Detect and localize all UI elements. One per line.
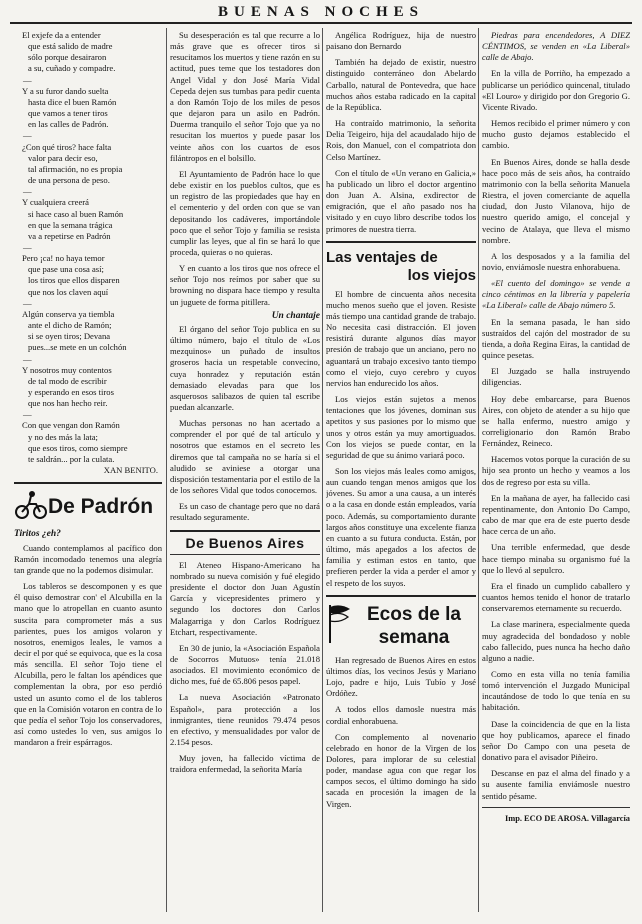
subhead: Un chantaje [271,310,320,321]
poem-line: a su, cuñado y compadre. [28,63,116,74]
imprint: Imp. ECO DE AROSA. Villagarcía [504,813,630,823]
poem-line: que nos han hecho reir. [28,398,108,409]
column-4 [482,30,630,918]
article-body [326,30,476,235]
paragraph: «El cuento del domingo» se vende a cinco céntimos en la librería y papelería «La Liberal» calle de Abajo número 5. [482,278,630,311]
section-divider [170,530,320,532]
flag-icon [326,603,352,648]
poem-line: y no des más la lata; [28,431,98,442]
poem-line: Y nosotros muy contentos [22,364,112,375]
paragraph: Los tableros se descomponen y es que él quiso demostrar con' el Alcubilla en la mano que lo atropellan en cuanto asunto suscita para comprometer más a sus parientes, pues los amigos volaron y nosotros, enemigos leales, le vamos a decir el por qué se equivoca, que es la cosa más sencilla. El señor Tojo tiene el Alcubilla, pero le faltan los apéndices que complementan la obra, por eso perdió usted un asunto como el de los tableros que en la Comisión votaron en contra de lo que pedía el señor Tojo los conservadores, así como ustedes lo ven, sus amigos lo mandaron a freir espárragos. [14,581,162,748]
poem-line: ante el dicho de Ramón; [28,320,112,331]
section-title: De Buenos Aires [185,534,305,551]
poem-line: y esperando en esos tiros [28,387,114,397]
poem-line: va a repetirse en Padrón [28,230,111,241]
paragraph: En la villa de Porriño, ha empezado a publicarse un periódico quincenal, titulado «El Louro» y dirigido por don Gregorio G. Vicente Rivado. [482,68,630,112]
article-body [170,560,320,776]
column-rule [478,28,479,912]
section-title-line: Las ventajes de [326,248,438,266]
paragraph: El Ayuntamiento de Padrón hace lo que debe existir en los pueblos cultos, que es un registro de las propiedades que hay en el cementerio y del orden con que se van depositando los cadáveres, importándole poco que el señor Tojo y familia se resista cumplir las leyes, que al fin se hará lo que proceda, quieras o no quieras. [170,168,320,257]
section-title-ventajas [326,249,476,285]
column-1 [14,30,162,918]
paragraph: En la mañana de ayer, ha fallecido casi repentinamente, don Antonio Do Campo, cabo de mar que era de este puerto desde hace cerca de un año. [482,492,630,537]
poem-line: pues...se mete en un colchón [28,342,127,353]
paragraph: También ha dejado de existir, nuestro distinguido conterráneo don Abelardo Carballo, natural de Pontevedra, que hace muchos años estaba radicado en la capital de la República. [326,57,476,112]
poem-line: los tiros que ellos disparen [28,275,120,286]
column-rule [166,28,167,912]
column-2 [170,30,320,918]
poem-signature: XAN BENITO. [103,465,158,476]
poem-line: que esos tiros, como siempre [28,442,128,453]
poem-line: Pero ¡ca! no haya temor [22,253,105,264]
section-title-line: semana [378,626,450,648]
paragraph: Es un caso de chantage pero que no dará resultado seguramente. [170,501,320,523]
poem-line: Y cualquiera creerá [22,197,89,208]
section-header-ecos [326,603,476,649]
paragraph: El hombre de cincuenta años necesita mucho menos sueño que el joven. Resiste más tiempo una cantidad grande de trabajo. No necesita casi distracción. El joven resistirá durante algunos días mayor presión de trabajo que un anciano, pero no aguantará un trabajo excesivo tanto tiempo como el viejo, cuyo cerebro y cuyos nervios han endurecido los años. [326,288,476,388]
paragraph: La clase marinera, especialmente queda muy agradecida del bondadoso y noble cabo fallecido, pues nunca ha hecho daño alguno a nadie. [482,619,630,663]
section-divider [326,595,476,597]
paragraph: Ha contraído matrimonio, la señorita Delia Teigeiro, hija del acaudalado hijo de Rois, don Manuel, con el compatriota don Celso Martínez. [326,118,476,162]
poem-line: de una persona de peso. [28,175,110,186]
poem-line: valor para decir eso, [28,152,98,163]
paragraph: Su desesperación es tal que recurre a lo más grave que es ofrecer tiros si resucitamos los muertos y tiene razón en su actitud, pues teme que los testadores don Angel Vidal y don José María Vidal Cepeda dejen sus tumbas para pedir cuenta a don Ramón Tojo de los miles de pesos que dejaron para un asilo en Padrón. Duerma tranquilo el señor Tojo que ya no resucitan los muertos y puede pasar los veinte años con los cuartos de esos filántropos en el bolsillo. [170,30,320,163]
paragraph: Angélica Rodríguez, hija de nuestro paisano don Bernardo [326,30,476,52]
article-body [170,30,320,308]
column-3 [326,30,476,918]
paragraph: El Ateneo Hispano-Americano ha nombrado su nueva comisión y fué elegido presidente el doctor don Juan Agustín García y vicepresidentes primero y segundo los doctores don Carlos Malagarriga y don Carlos Rodríguez Etchart, respectivamente. [170,559,320,637]
paragraph: Los viejos están sujetos a menos tentaciones que los jóvenes, dominan sus apetitos y sus pasiones por lo mismo que unos y otros están ya muy amortiguados. Con los viejos se puede contar, en la seguridad de que su ánimo variará poco. [326,394,476,460]
paragraph: Hacemos votos porque la curación de su hijo sea pronto un hecho y veamos a los dos de regreso por esta su villa. [482,454,630,487]
paragraph: Hemos recibido el primer número y con mucho gusto dejamos establecido el cambio. [482,118,630,151]
poem-line: tal afirmación, no es propia [28,163,123,174]
masthead-rule [10,22,632,24]
article-body [326,289,476,589]
paragraph: Como en esta villa no tenía familia tomó intervención el Juzgado Municipal incautándose de todo lo que tenía en su habitación. [482,668,630,713]
section-title-line: Ecos de la [367,603,461,625]
poem-line: que está salido de madre [28,41,113,52]
paragraph: Era el finado un cumplido caballero y cuantos hemos tenido el honor de tratarlo conservaremos eternamente su recuerdo. [482,580,630,614]
article-body [14,543,162,749]
paragraph: Muchas personas no han acertado a comprender el por qué de tal artículo y nosotros que estamos en el secreto les diremos que tal campaña no se haría si el aludido se aviniese a otorgar una disposición testamentaria por el estilo de la de los señores Vidal que todos conocemos. [170,418,320,496]
stanza-divider: — [23,186,32,197]
section-header-padron [14,490,162,523]
masthead: BUENAS NOCHES [218,4,424,20]
poem-line: Algún conserva ya tiembla [22,308,115,319]
poem [14,30,162,465]
stanza-divider: — [23,297,32,308]
paragraph: A los desposados y a la familia del novio, enviámosle nuestra enhorabuena. [482,250,630,272]
section-divider [170,554,320,555]
column-rule [322,28,323,912]
poem-line: Con que vengan don Ramón [22,420,120,431]
stanza-divider: — [23,353,32,364]
paragraph: Con complemento al novenario celebrado en honor de la Virgen de los Dolores, para implorar de su celestial poder, mandase agua con que regar los campos secos, el último domingo ha sido sacada en procesión la imagen de la Virgen. [326,731,476,809]
paragraph: Son los viejos más leales como amigos, aun cuando tengan menos amigos que los jóvenes. Su amor a una causa, a un interés o a la casa en donde están empleados, varía poco. Además, su comportamiento durante largos años constituye una excelente fianza en cuanto a su futura conducta. Están, por último, más apegados a los afectos de familia y estiman estos en tanto, que prefieren perder la vida a perder el amor y el respeto de los suyos. [326,466,476,588]
poem-line: sólo porque desairaron [28,52,107,63]
article-body [482,30,630,802]
stanza-divider: — [23,74,32,85]
section-divider [14,482,162,484]
imprint-rule [482,807,630,808]
paragraph: En 30 de junio, la «Asociación Española de Socorros Mutuos» tenía 21.018 asociados. El movimiento económico de dicho mes, fué de 65.806 pesos papel. [170,642,320,687]
poem-line: en las calles de Padrón. [28,119,109,130]
poem-line: hasta dice el buen Ramón [28,96,117,107]
poem-line: que nos los claven aquí [28,286,109,297]
paragraph: Hoy debe embarcarse, para Buenos Aires, con objeto de atender a su hijo que se halla enfermo, nuestro amigo y correligionario don Ramón Brabo Fernández, Reineco. [482,393,630,449]
stanza-divider: — [23,409,32,420]
poem-line: ¿Con qué tiros? hace falta [22,141,112,152]
paragraph: A todos ellos damosle nuestra más cordial enhorabuena. [326,704,476,726]
paragraph: Han regresado de Buenos Aires en estos últimos días, los vecinos Jesús y Mariano Lojo, padre e hijo, Luis Tubío y José Ordóñez. [326,654,476,699]
poem-line: El exjefe da a entender [22,30,101,40]
paragraph: Dase la coincidencia de que en la lista que hoy publicamos, aparece el finado señor Do Campo con una peseta de donativo para el avisador Piñeiro. [482,718,630,763]
paragraph: Muy joven, ha fallecido víctima de traidora enfermedad, la señorita María [170,753,320,775]
paragraph: Piedras para encendedores, A DIEZ CÉNTIMOS, se venden en «La Liberal» calle de Abajo. [482,30,630,63]
paragraph: En la semana pasada, le han sido sustraídos del cajón del mostrador de su tienda, a doña Regina Eiras, la cantidad de quince pesetas. [482,316,630,361]
paragraph: El Juzgado se halla instruyendo diligencias. [482,366,630,388]
article-body [170,324,320,524]
article-body [326,655,476,810]
poem-line: que pase una cosa así; [28,264,104,275]
paragraph: Cuando contemplamos al pacífico don Ramón incomodado tenemos una alegría tan grande que no la podemos disimular. [14,542,162,575]
cyclist-icon [14,490,48,523]
section-divider [326,241,476,243]
subhead: Tiritos ¿eh? [14,529,61,540]
paragraph: En Buenos Aires, donde se halla desde hace poco más de seis años, ha contraído matrimonio con la bella señorita Manuela Riestra, el joven comerciante de aquella ciudad, don Justo Vilanova, hijo de nuestro querido amigo, el concejal y vecino de Atalaya, que lleva el mismo nombre. [482,156,630,245]
paragraph: La nueva Asociación «Patronato Español», para protección a los inmigrantes, tiene reunidos 79.474 pesos en efectivo, y mensualidades por valor de 2.154 pesos. [170,692,320,748]
paragraph: Con el título de «Un verano en Galicia,» ha publicado un libro el doctor argentino don Juan A. Alsina, exdirector de emigración, que el año pasado nos ha visitado y en cuyo libro describe todos los primores de nuestra tierra. [326,167,476,234]
section-title: De Padrón [48,495,154,519]
poem-line: que vamos a tener tiros [28,108,108,119]
poem-line: Y a su furor dando suelta [22,85,109,96]
poem-line: si se oyen tiros; Devana [28,331,111,342]
poem-line: en que la semana trágica [28,219,113,230]
stanza-divider: — [23,130,32,141]
stanza-divider: — [23,241,32,252]
paragraph: Y en cuanto a los tiros que nos ofrece el señor Tojo nos reímos por saber que su browning no dispara hace tiempo y resulta un juguete de forma pitillera. [170,263,320,307]
section-title-line: los viejos [407,266,476,284]
poem-line: te saldrán... por la culata. [28,453,115,464]
paragraph: Descanse en paz el alma del finado y a su ausente familia enviámosle nuestro sentido pésame. [482,768,630,801]
poem-line: si hace caso al buen Ramón [28,208,124,219]
poem-line: de tal modo de escribir [28,375,107,386]
paragraph: El órgano del señor Tojo publica en su último número, bajo el título de «Los mezquinos» un puñado de insultos groseros hacia un respetable convecino, cuya honradez y reputación están demasiado elevadas para que los asquerosos salibazos de quien tal escribe puedan alcanzarle. [170,323,320,412]
paragraph: Una terrible enfermedad, que desde hace tiempo minaba su organismo fué la que lo llevó al sepulcro. [482,542,630,575]
